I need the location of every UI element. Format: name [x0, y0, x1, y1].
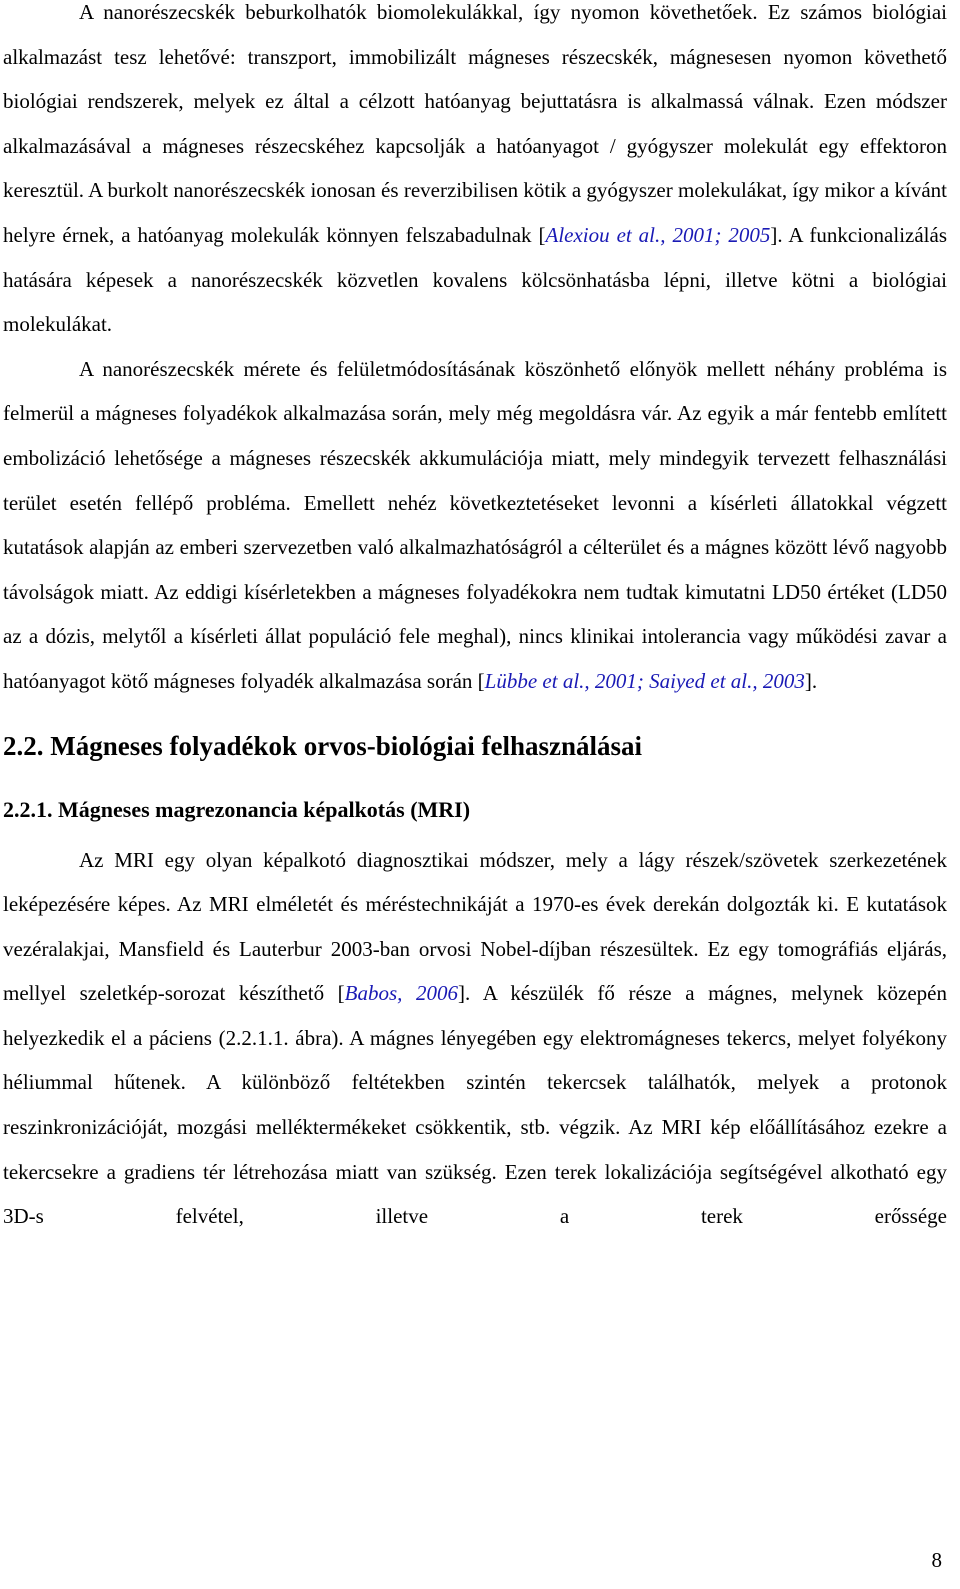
paragraph-problems [3, 347, 947, 704]
paragraph-text: ]. A funkcionalizálás hatására képesek a nanorészecskék közvetlen kovalens kölcsönhatásba lépni, illetve kötni a biológiai molekulákat. [3, 222, 947, 337]
subsection-heading: 2.2.1. Mágneses magrezonancia képalkotás (MRI) [3, 796, 471, 822]
paragraph-text: ]. A készülék fő része a mágnes, melynek közepén helyezkedik el a páciens (2.2.1.1. ábra). A mágnes lényegében egy elektromágneses tekercs, melyet folyékony héliummal hűtenek. A különböző feltétekben szintén tekercsek találhatók, melyek a protonok reszinkronizációját, mozgási melléktermékeket csökkentik, stb. végzik. Az MRI kép előállításához ezekre a tekercsekre a gradiens tér létrehozása miatt van szükség. Ezen terek lokalizációja segítségével alkotható egy 3D-s felvétel, illetve a terek erőssége [3, 981, 947, 1229]
paragraph-mri [3, 838, 947, 1239]
paragraph-text: ]. [804, 668, 818, 693]
paragraph-text: A nanorészecskék beburkolhatók biomolekulákkal, így nyomon követhetőek. Ez számos biológiai alkalmazást tesz lehetővé: transzport, immobilizált mágneses részecskék, mágnesesen nyomon követhető biológiai rendszerek, melyek ez által a célzott hatóanyag bejuttatásra is alkalmassá válnak. Ezen módszer alkalmazásával a mágneses részecskéhez kapcsolják a hatóanyagot / gyógyszer molekulát egy effektoron keresztül. A burkolt nanorészecskék ionosan és reverzibilisen kötik a gyógyszer molekulákat, így mikor a kívánt helyre érnek, a hatóanyag molekulák könnyen felszabadulnak [ [3, 0, 947, 247]
page-number: 8 [931, 1548, 942, 1572]
paragraph-text: A nanorészecskék mérete és felületmódosításának köszönhető előnyök mellett néhány probléma is felmerül a mágneses folyadékok alkalmazása során, mely még megoldásra vár. Az egyik a már fentebb említett embolizáció lehetősége a mágneses részecskék akkumulációja miatt, mely mindegyik tervezett felhasználási terület esetén fellépő probléma. Emellett nehéz következtetéseket levonni a kísérleti állatokkal végzett kutatások alapján az emberi szervezetben való alkalmazhatóságról a célterület és a mágnes között lévő nagyobb távolságok miatt. Az eddigi kísérletekben a mágneses folyadékokra nem tudtak kimutatni LD50 értéket (LD50 az a dózis, melytől a kísérleti állat populáció fele meghal), nincs klinikai intolerancia vagy működési zavar a hatóanyagot kötő mágneses folyadék alkalmazása során [ [3, 356, 947, 693]
citation-alexiou: Alexiou et al., 2001; 2005 [545, 222, 771, 247]
section-heading: 2.2. Mágneses folyadékok orvos-biológiai felhasználásai [3, 730, 643, 761]
paragraph-text: Az MRI egy olyan képalkotó diagnosztikai módszer, mely a lágy részek/szövetek szerkezetének leképezésére képes. Az MRI elméletét és méréstechnikáját a 1970-es évek derekán dolgozták ki. E kutatások vezéralakjai, Mansfield és Lauterbur 2003-ban orvosi Nobel-díjban részesültek. Ez egy tomográfiás eljárás, mellyel szeletkép-sorozat készíthető [ [3, 847, 947, 1006]
citation-babos: Babos, 2006 [344, 981, 459, 1006]
paragraph-nanoparticle-coating [3, 0, 947, 347]
citation-lubbe-saiyed: Lübbe et al., 2001; Saiyed et al., 2003 [484, 668, 805, 693]
document-page [3, 0, 947, 1239]
